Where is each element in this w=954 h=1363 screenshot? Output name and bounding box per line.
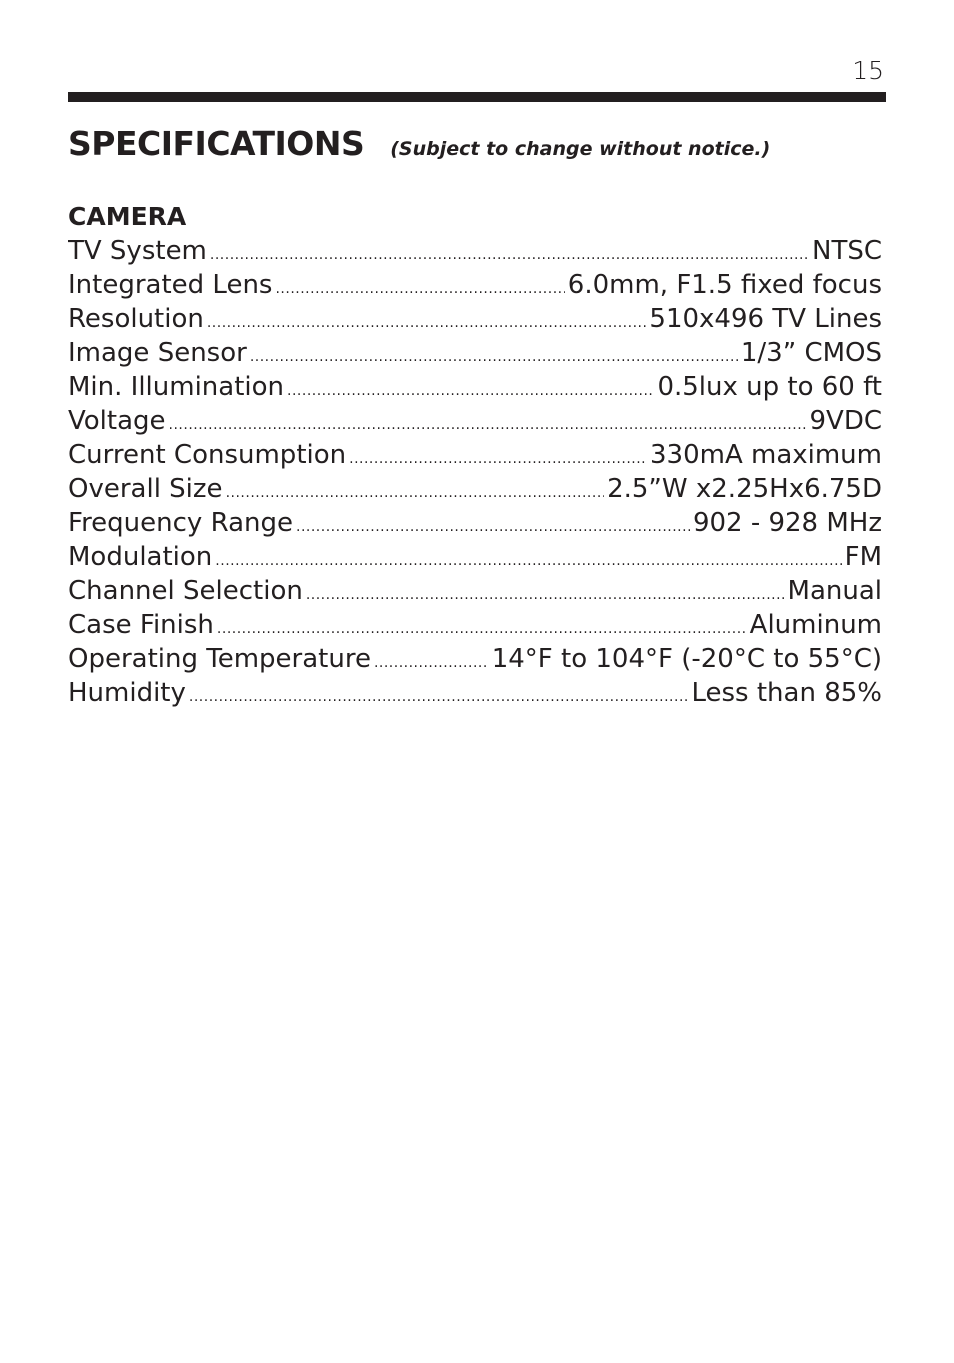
spec-label: Channel Selection <box>68 576 303 606</box>
page-title: SPECIFICATIONS <box>68 124 365 163</box>
spec-row <box>68 336 882 370</box>
spec-row <box>68 268 882 302</box>
dot-leader <box>296 510 690 540</box>
spec-label: Voltage <box>68 406 166 436</box>
spec-label: Operating Temperature <box>68 644 371 674</box>
spec-value: 902 - 928 MHz <box>692 508 882 538</box>
spec-label: Image Sensor <box>68 338 247 368</box>
page-heading <box>68 124 886 163</box>
spec-label: TV System <box>68 236 207 266</box>
dot-leader <box>306 578 785 608</box>
heading-note: (Subject to change without notice.) <box>390 138 771 160</box>
spec-row <box>68 642 882 676</box>
dot-leader <box>275 272 564 302</box>
header-rule <box>68 92 886 102</box>
spec-value: NTSC <box>812 236 882 266</box>
dot-leader <box>215 544 841 574</box>
spec-value: 6.0mm, F1.5 fixed focus <box>567 270 882 300</box>
spec-value: Aluminum <box>749 610 882 640</box>
spec-label: Frequency Range <box>68 508 293 538</box>
dot-leader <box>169 408 807 438</box>
spec-row <box>68 608 882 642</box>
spec-value: Less than 85% <box>691 678 882 708</box>
spec-label: Current Consumption <box>68 440 347 470</box>
spec-label: Case Finish <box>68 610 214 640</box>
spec-value: 330mA maximum <box>649 440 882 470</box>
spec-row <box>68 234 882 268</box>
spec-label: Integrated Lens <box>68 270 273 300</box>
dot-leader <box>207 306 647 336</box>
spec-value: 510x496 TV Lines <box>649 304 882 334</box>
spec-row <box>68 370 882 404</box>
spec-value: 9VDC <box>809 406 882 436</box>
dot-leader <box>210 238 809 268</box>
spec-row <box>68 676 882 710</box>
spec-row <box>68 302 882 336</box>
spec-row <box>68 506 882 540</box>
dot-leader <box>250 340 738 370</box>
spec-label: Overall Size <box>68 474 223 504</box>
spec-value: Manual <box>787 576 882 606</box>
spec-label: Min. Illumination <box>68 372 285 402</box>
page-number: 15 <box>852 56 884 85</box>
spec-row <box>68 404 882 438</box>
spec-value: 2.5”W x2.25Hx6.75D <box>607 474 882 504</box>
spec-row <box>68 438 882 472</box>
spec-value: 14°F to 104°F (-20°C to 55°C) <box>491 644 882 674</box>
dot-leader <box>287 374 654 404</box>
spec-value: FM <box>844 542 882 572</box>
dot-leader <box>189 680 689 710</box>
spec-value: 1/3” CMOS <box>740 338 882 368</box>
dot-leader <box>226 476 605 506</box>
section-title: CAMERA <box>68 202 187 231</box>
spec-list <box>68 234 882 710</box>
spec-value: 0.5lux up to 60 ft <box>657 372 882 402</box>
dot-leader <box>374 646 489 676</box>
spec-row <box>68 540 882 574</box>
spec-label: Humidity <box>68 678 186 708</box>
dot-leader <box>349 442 647 472</box>
spec-row <box>68 472 882 506</box>
dot-leader <box>217 612 747 642</box>
spec-label: Resolution <box>68 304 204 334</box>
spec-label: Modulation <box>68 542 213 572</box>
spec-row <box>68 574 882 608</box>
